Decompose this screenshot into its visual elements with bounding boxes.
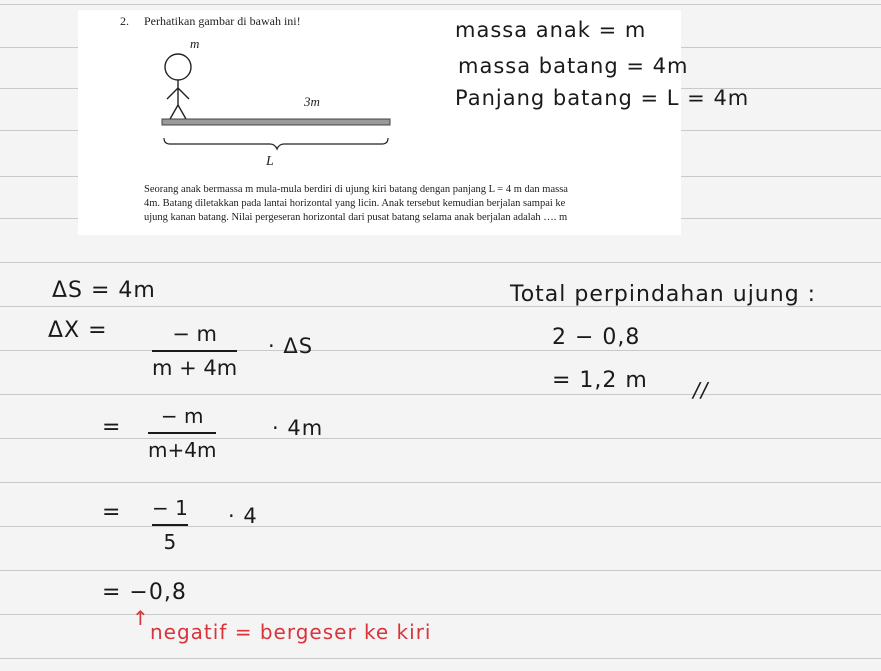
rod bbox=[162, 119, 390, 125]
ruled-line bbox=[0, 262, 881, 263]
note-child-mass: massa anak = m bbox=[455, 18, 647, 42]
note-rod-length: Panjang batang = L = 4m bbox=[455, 86, 750, 110]
ruled-line bbox=[0, 658, 881, 659]
fraction-step-2 bbox=[148, 404, 216, 462]
question-text-line: ujung kanan batang. Nilai pergeseran horizontal dari pusat batang selama anak berjalan adalah …. m bbox=[144, 212, 568, 223]
diagram-label-L: L bbox=[266, 154, 274, 169]
fraction-step-3 bbox=[152, 496, 188, 554]
fraction-numerator: − 1 bbox=[152, 496, 188, 520]
ruled-line bbox=[0, 526, 881, 527]
equals-sign: = bbox=[102, 415, 122, 440]
ruled-line bbox=[0, 570, 881, 571]
fraction-bar bbox=[148, 432, 216, 434]
fraction-denominator: m + 4m bbox=[152, 356, 238, 380]
fraction-mass-ratio bbox=[152, 322, 237, 380]
total-result: = 1,2 m bbox=[552, 368, 648, 393]
fraction-denominator: m+4m bbox=[148, 438, 217, 462]
length-brace bbox=[164, 138, 388, 149]
step-2-multiplier: · 4m bbox=[272, 416, 324, 440]
arrow-up-icon: ↑ bbox=[132, 606, 150, 630]
stick-figure bbox=[165, 54, 191, 119]
diagram-label-m: m bbox=[190, 36, 200, 51]
question-text-line: Seorang anak bermassa m mula-mula berdiri di ujung kiri batang dengan panjang L = 4 m dan massa bbox=[144, 184, 568, 195]
question-sheet bbox=[78, 10, 681, 235]
ruled-line bbox=[0, 350, 881, 351]
diagram-label-3m: 3m bbox=[304, 94, 320, 109]
fraction-bar bbox=[152, 524, 188, 526]
answer-mark: // bbox=[693, 378, 709, 402]
ruled-line bbox=[0, 438, 881, 439]
ruled-line bbox=[0, 482, 881, 483]
result-line: = −0,8 bbox=[102, 580, 187, 605]
fraction-numerator: − m bbox=[160, 404, 204, 428]
question-text-line: 4m. Batang diletakkan pada lantai horizontal yang licin. Anak tersebut kemudian berjalan sampai ke bbox=[144, 198, 566, 209]
delta-s-line: ΔS = 4m bbox=[52, 278, 156, 303]
delta-x-multiplier: · ΔS bbox=[268, 334, 314, 358]
note-rod-mass: massa batang = 4m bbox=[458, 54, 689, 78]
delta-x-lhs: ΔX = bbox=[48, 318, 108, 343]
total-displacement-title: Total perpindahan ujung : bbox=[510, 282, 817, 307]
negative-direction-note: negatif = bergeser ke kiri bbox=[150, 620, 432, 644]
step-3-multiplier: · 4 bbox=[228, 504, 258, 528]
fraction-bar bbox=[152, 350, 237, 352]
ruled-line bbox=[0, 4, 881, 5]
total-expression: 2 − 0,8 bbox=[552, 325, 641, 350]
question-number: 2. bbox=[120, 14, 129, 28]
equals-sign: = bbox=[102, 500, 122, 525]
ruled-line bbox=[0, 394, 881, 395]
fraction-numerator: − m bbox=[172, 322, 217, 346]
question-title: Perhatikan gambar di bawah ini! bbox=[144, 14, 301, 28]
fraction-denominator: 5 bbox=[163, 530, 177, 554]
